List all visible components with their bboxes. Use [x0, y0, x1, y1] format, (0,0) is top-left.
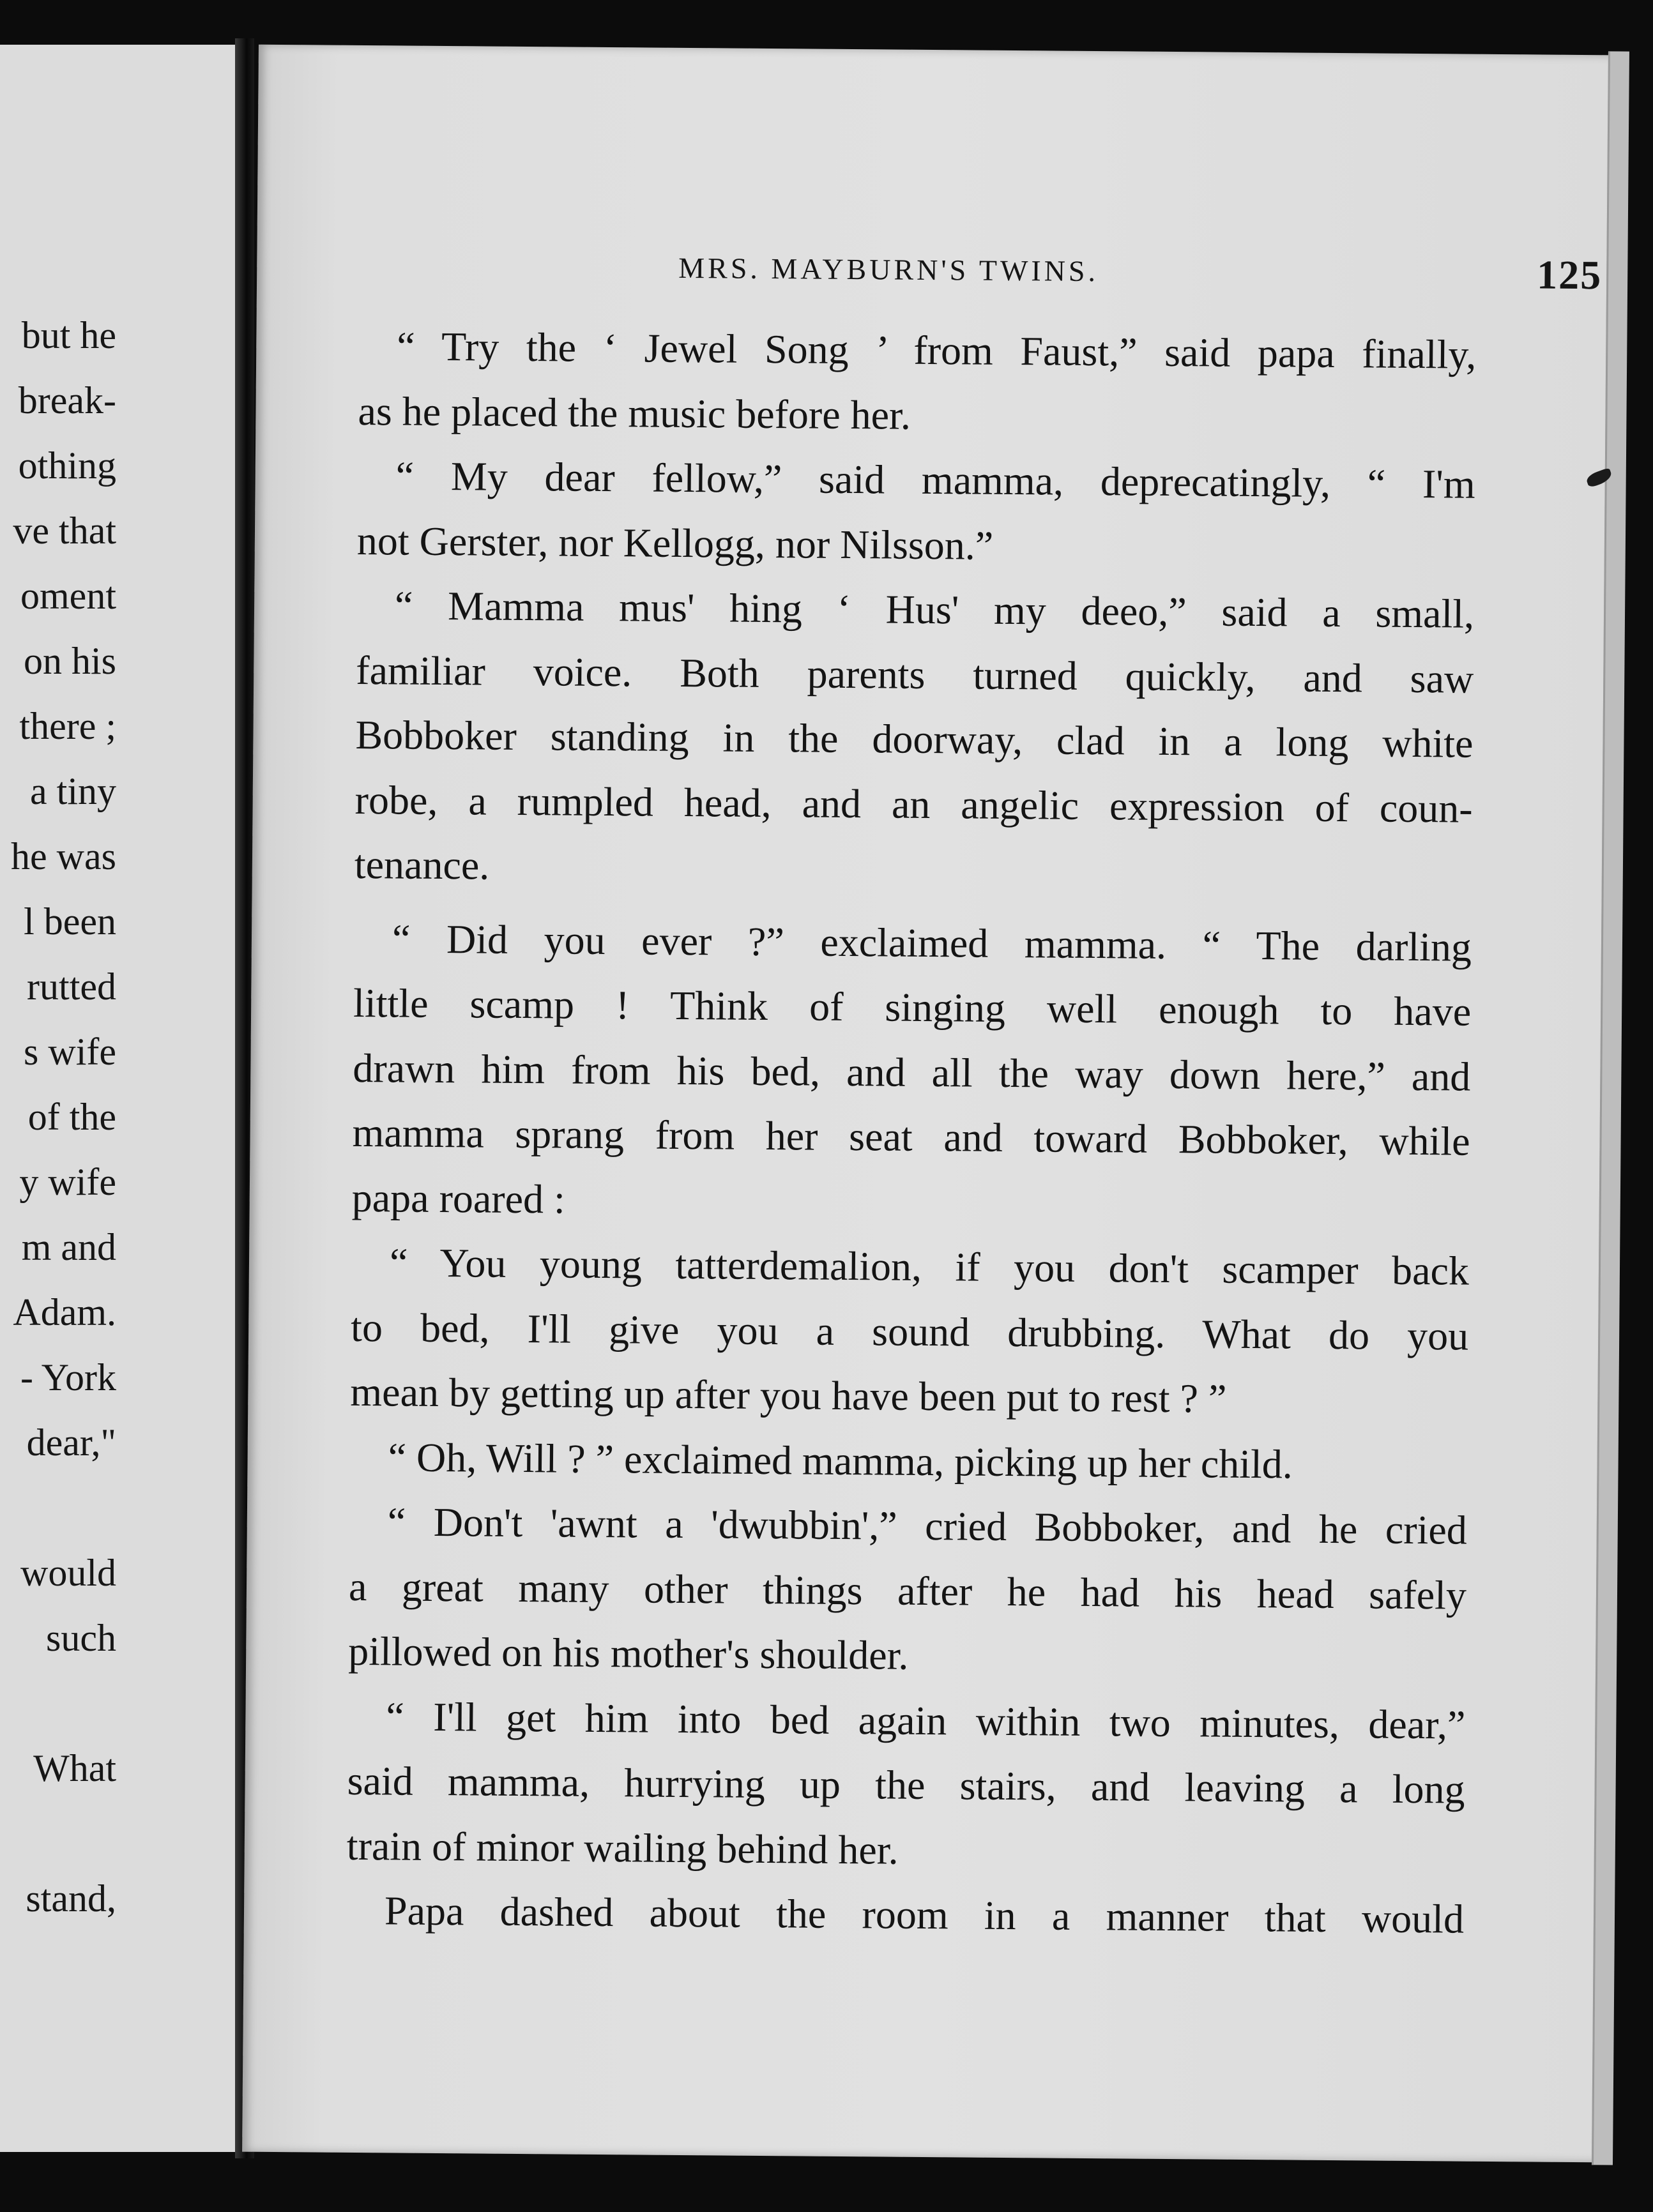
text-line: tenance.: [354, 841, 490, 888]
left-page-line: stand,: [26, 1877, 116, 1920]
left-page-line: such: [46, 1617, 116, 1659]
left-page-line: m and: [21, 1226, 116, 1268]
text-line: as he placed the music before her.: [358, 388, 911, 438]
text-line: mamma sprang from her seat and toward Bobboker, while: [352, 1109, 1470, 1164]
text-line: not Gerster, nor Kellogg, nor Nilsson.”: [356, 517, 994, 568]
text-line: “ You young tatterdemalion, if you don't scamper back: [389, 1239, 1470, 1294]
running-title: MRS. MAYBURN'S TWINS.: [678, 251, 1099, 288]
left-page-line: on his: [23, 640, 116, 682]
left-page-line: rutted: [27, 966, 116, 1008]
page-number: 125: [1536, 252, 1603, 298]
text-line: “ Did you ever ?” exclaimed mamma. “ The darling: [392, 915, 1472, 970]
left-page-line: What: [33, 1747, 116, 1789]
left-page-line: a tiny: [30, 770, 116, 812]
left-page-line: dear,": [26, 1421, 116, 1464]
left-page-line: ve that: [13, 510, 116, 552]
text-line: robe, a rumpled head, and an angelic expression of coun-: [354, 776, 1473, 831]
text-line: papa roared :: [351, 1174, 566, 1222]
text-line: pillowed on his mother's shoulder.: [347, 1628, 909, 1678]
left-page-line: he was: [11, 835, 116, 877]
text-line: drawn him from his bed, and all the way down here,” and: [353, 1045, 1471, 1100]
text-line: Bobboker standing in the doorway, clad in a long white: [355, 711, 1474, 766]
left-page-line: othing: [18, 444, 116, 487]
left-page-line: break-: [18, 379, 116, 421]
text-line: to bed, I'll give you a sound drubbing. What do you: [350, 1304, 1469, 1359]
left-page-line: s wife: [24, 1031, 116, 1073]
page-header: [257, 248, 1610, 310]
text-line: “ Don't 'awnt a 'dwubbin',” cried Bobboker, and he cried: [387, 1499, 1468, 1553]
text-line: mean by getting up after you have been put to rest ? ”: [350, 1368, 1227, 1421]
left-page-line: but he: [21, 314, 116, 356]
text-line: Papa dashed about the room in a manner that would: [384, 1888, 1465, 1942]
left-page-line: l been: [24, 900, 116, 943]
text-line: a great many other things after he had his head safely: [348, 1563, 1467, 1618]
text-line: “ Mamma mus' hing ‘ Hus' my deeo,” said a small,: [394, 582, 1475, 637]
left-page-line: - York: [20, 1356, 116, 1398]
left-page-line: of the: [27, 1096, 116, 1138]
left-facing-page: [0, 45, 236, 2152]
left-page-line: Adam.: [13, 1291, 116, 1333]
left-page-line: y wife: [19, 1161, 116, 1203]
text-line: “ My dear fellow,” said mamma, deprecatingly, “ I'm: [395, 453, 1475, 507]
text-line: familiar voice. Both parents turned quickly, and saw: [356, 647, 1474, 702]
text-line: said mamma, hurrying up the stairs, and leaving a long: [347, 1757, 1465, 1812]
left-page-line: would: [20, 1552, 116, 1594]
text-line: little scamp ! Think of singing well enough to have: [353, 980, 1472, 1034]
left-page-line: there ;: [19, 705, 116, 747]
text-line: “ I'll get him into bed again within two minutes, dear,”: [386, 1693, 1466, 1748]
left-page-line: oment: [20, 575, 116, 617]
text-line: “ Oh, Will ? ” exclaimed mamma, picking up her child.: [388, 1434, 1293, 1487]
text-line: “ Try the ‘ Jewel Song ’ from Faust,” said papa finally,: [397, 323, 1477, 377]
page-body-text: [346, 314, 1477, 1951]
text-line: train of minor wailing behind her.: [346, 1822, 899, 1873]
page-edge: [1592, 51, 1629, 2165]
book-page: [242, 45, 1611, 2163]
